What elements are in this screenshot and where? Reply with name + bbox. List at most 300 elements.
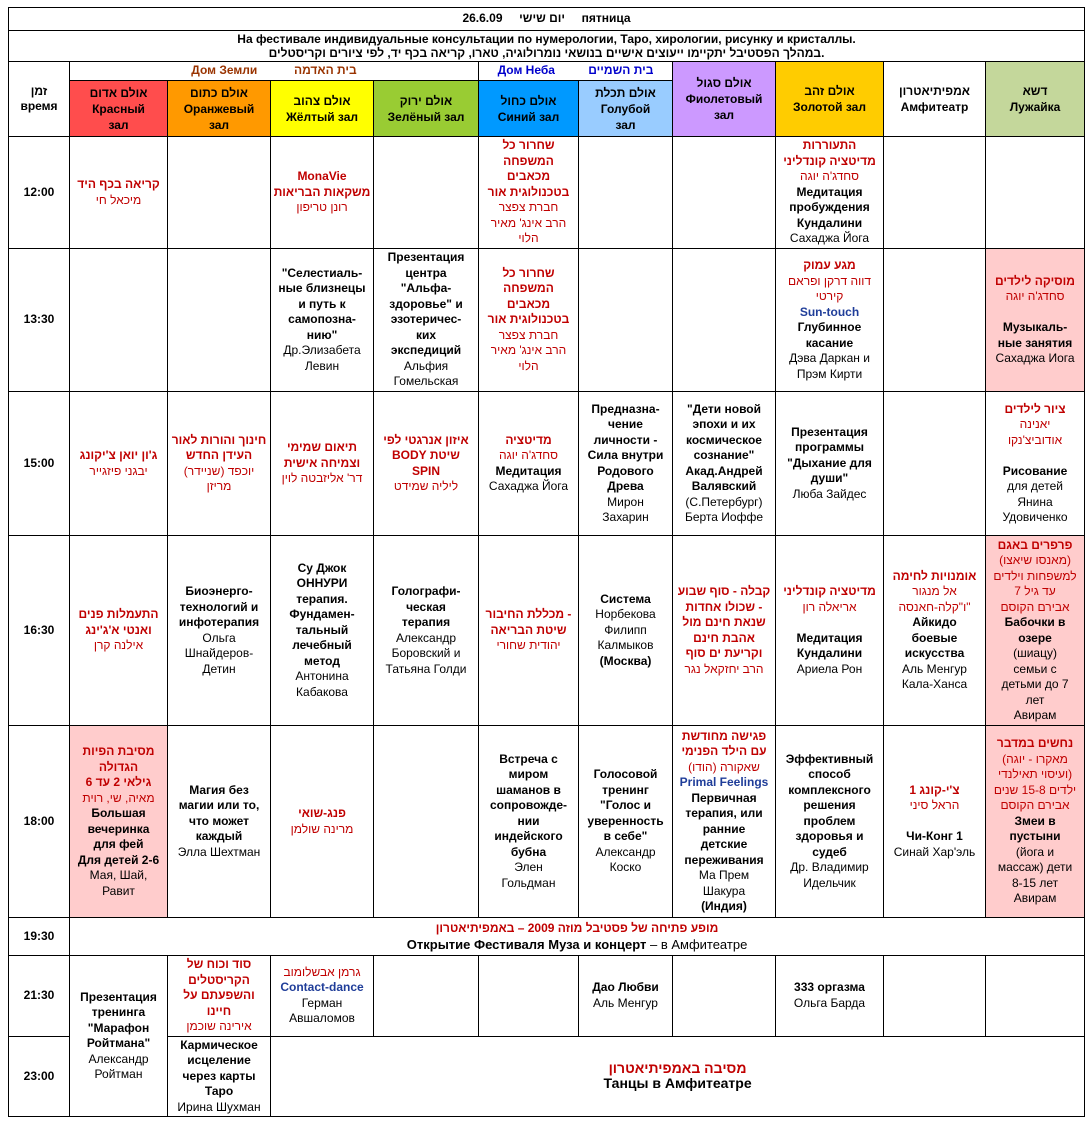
event-cell	[673, 726, 776, 918]
event-line: אירינה שוכמן	[186, 1019, 252, 1033]
empty-cell	[884, 249, 986, 392]
event-line: судеб	[812, 844, 847, 859]
event-line: שכולו אחדות -	[685, 599, 763, 614]
hall-violet-ru2: зал	[713, 108, 735, 122]
event-line: Рисование	[1002, 463, 1068, 478]
event-line: нию"	[306, 327, 338, 342]
event-line: Альфия	[403, 358, 449, 373]
event-line: שיטת הבריאה	[490, 622, 567, 637]
event-line: Мая, Шай,	[89, 868, 148, 882]
slot-row	[9, 137, 1085, 249]
empty-cell	[579, 137, 673, 249]
event-line: (С.Петербург)	[685, 494, 763, 509]
event-line: סחדג'ה יוגה	[800, 169, 859, 184]
event-cell	[479, 726, 579, 918]
event-cell	[70, 536, 168, 726]
event-line: קריאה בכף היד	[77, 177, 160, 191]
event-line: גילאי 2 עד 6	[85, 775, 152, 789]
hall-green	[374, 81, 479, 137]
time-cell: 13:30	[9, 249, 70, 392]
hall-green-ru: Зелёный зал	[387, 109, 465, 124]
hall-meadow-ru: Лужайка	[1009, 100, 1061, 114]
event-line: Филипп	[604, 622, 647, 637]
event-cell	[986, 392, 1085, 536]
event-line: הלוי	[518, 231, 539, 246]
event-cell	[479, 249, 579, 392]
event-line: אילנה קרן	[93, 638, 144, 653]
event-line: Предназна-	[591, 401, 660, 416]
event-line: Ройтман	[94, 1067, 143, 1081]
event-cell	[271, 726, 374, 918]
event-line: для детей	[1007, 479, 1063, 493]
empty-cell	[673, 249, 776, 392]
title-row	[9, 8, 1085, 31]
hall-orange-ru2: зал	[208, 117, 230, 132]
hall-blue	[479, 81, 579, 137]
event-line: Айкидо	[912, 615, 957, 629]
event-line: הראל סיני	[909, 798, 960, 813]
event-line: ילדים 15-8 שנים	[993, 782, 1077, 797]
empty-cell	[986, 137, 1085, 249]
event-line: (йога и	[1015, 844, 1055, 859]
event-line: терапия.	[296, 591, 348, 606]
event-line: Сила внутри	[587, 448, 664, 462]
event-line: комплексного	[788, 782, 871, 797]
event-line: Валявский	[691, 479, 757, 493]
event-line: "Дети новой	[687, 401, 761, 416]
event-cell	[579, 726, 673, 918]
event-line: הרב יחזקאל נגר	[684, 661, 764, 676]
event-cell	[168, 392, 271, 536]
hall-lightblue-ru2: зал	[615, 117, 636, 132]
empty-cell	[168, 249, 271, 392]
time-cell: 19:30	[9, 918, 70, 956]
event-line: Ариела Рон	[796, 661, 863, 676]
empty-cell	[884, 137, 986, 249]
event-line: что может	[189, 813, 249, 828]
event-line: Голографи-	[391, 584, 461, 598]
event-line: Медитация	[495, 463, 562, 478]
event-line: מדיטציה קונדליני	[783, 153, 876, 168]
group-row	[9, 62, 1085, 81]
event-line: Кабакова	[296, 684, 348, 699]
hall-lightblue-he: אולם תכלת	[595, 85, 656, 100]
event-line: лет	[1025, 692, 1045, 707]
group-earth-he: בית האדמה	[293, 63, 357, 78]
event-line: и путь к	[298, 296, 346, 311]
event-line: סוד וכוח של	[186, 957, 252, 971]
hall-gold-ru: Золотой зал	[793, 100, 866, 114]
event-line: פגישה מחודשת	[681, 728, 767, 743]
event-cell	[776, 536, 884, 726]
event-line: ные занятия	[997, 335, 1073, 350]
event-line: бубна	[510, 844, 547, 859]
event-line: Коско	[609, 860, 642, 875]
hall-violet-he: אולם סגול	[696, 76, 752, 90]
opening-ru-rest: – в Амфитеатре	[646, 936, 748, 952]
event-line: התעמלות פנים	[78, 607, 159, 622]
hall-gold	[776, 62, 884, 137]
page-title	[9, 8, 1085, 31]
event-line: קבלה - סוף שבוע	[677, 584, 771, 598]
event-line: דר' אליזבטה לוין	[281, 471, 363, 486]
event-line: Медитация	[796, 184, 863, 199]
event-line: пустыни	[1009, 829, 1061, 844]
event-cell	[986, 249, 1085, 392]
event-line: Primal Feelings	[679, 775, 769, 789]
slot-row-1930	[9, 918, 1085, 956]
event-line: Аль Менгур	[593, 995, 658, 1010]
info-cell	[9, 31, 1085, 62]
party-cell	[271, 1036, 1085, 1117]
event-line: Ма Прем	[698, 868, 750, 882]
info-he: במהלך הפסטיבל יתקיימו ייעוצים אישיים בנושאי נומרולוגיה, טארו, קריאה בכף יד, לפי ציורים וקריסטלים.	[268, 46, 825, 60]
event-line: тренинга	[91, 1005, 146, 1019]
event-line: технологий и	[179, 599, 259, 614]
event-line: BODY שיטת	[392, 448, 460, 462]
event-line: (מאנסו שיאצו)	[999, 553, 1071, 567]
event-line: למשפחות וילדים	[993, 568, 1077, 583]
slot-row	[9, 726, 1085, 918]
event-line: Равит	[102, 883, 135, 898]
event-line: Большая	[91, 806, 146, 820]
event-line: Гомельская	[393, 374, 459, 389]
hall-meadow-he: דשא	[1022, 84, 1048, 98]
hall-yellow-he: אולם צהוב	[293, 93, 351, 108]
event-line: Родового	[597, 463, 654, 478]
event-line: Др.Элизабета	[283, 343, 361, 358]
slot-row-2300	[9, 1036, 1085, 1117]
event-line: Калмыков	[597, 638, 654, 653]
event-line: Сахаджа Йога	[789, 231, 870, 246]
hall-yellow	[271, 81, 374, 137]
event-line: בטכנולוגית אור	[487, 312, 570, 327]
event-cell	[673, 392, 776, 536]
event-cell	[986, 536, 1085, 726]
event-line: דווה דרקן ופראם	[788, 273, 871, 288]
event-line: Ройтмана"	[86, 1036, 151, 1050]
event-line: Шакура	[702, 883, 746, 898]
hall-lightblue	[579, 81, 673, 137]
event-line: המשפחה	[503, 153, 554, 168]
event-line: детские	[700, 837, 748, 851]
party-he: מסיבה באמפיתיאטרון	[608, 1059, 747, 1076]
event-line: тальный	[295, 622, 349, 637]
event-cell	[479, 536, 579, 726]
group-sky-ru: Дом Неба	[497, 63, 555, 78]
event-line: (Индия)	[701, 899, 747, 913]
event-line: Александр	[595, 844, 656, 859]
event-line: Детин	[202, 661, 236, 676]
event-cell	[579, 956, 673, 1037]
hall-red-ru: Красный	[92, 101, 145, 116]
event-line: חברת צפצר	[498, 327, 559, 342]
event-cell	[374, 536, 479, 726]
event-line: решения	[803, 798, 856, 813]
hall-green-he: אולם ירוק	[399, 93, 453, 108]
event-cell	[374, 249, 479, 392]
group-earth-ru: Дом Земли	[191, 63, 258, 78]
time-header-ru: время	[20, 99, 58, 113]
event-line: Дэва Даркан и	[789, 351, 870, 365]
event-line: Ольга Барда	[793, 995, 866, 1010]
event-line: העידן החדש	[185, 448, 253, 462]
event-line: Герман	[301, 995, 343, 1010]
event-cell	[479, 392, 579, 536]
time-cell: 23:00	[9, 1036, 70, 1117]
event-line: личности -	[593, 432, 658, 447]
event-line: в себе"	[603, 829, 648, 844]
hall-yellow-ru: Жёлтый зал	[285, 109, 359, 124]
event-cell	[271, 137, 374, 249]
event-line: души"	[810, 471, 849, 486]
hall-violet	[673, 62, 776, 137]
event-line: פנג-שואי	[298, 806, 346, 820]
event-line: Норбекова	[595, 607, 656, 622]
event-line: Кала-Ханса	[901, 677, 968, 691]
hall-red-ru2: зал	[108, 117, 129, 132]
event-line: סחדג'ה יוגה	[1005, 289, 1065, 303]
event-line: боевые	[911, 630, 958, 645]
event-line: Сахаджа Иога	[995, 351, 1075, 365]
event-line: самопозна-	[288, 312, 356, 327]
event-line: ких	[415, 327, 437, 342]
event-cell	[374, 392, 479, 536]
hall-red	[70, 81, 168, 137]
event-line: יבגני פיזגייר	[89, 463, 148, 478]
info-row	[9, 31, 1085, 62]
empty-cell	[70, 249, 168, 392]
event-line: Антонина	[295, 669, 349, 684]
time-header-he: זמן	[30, 83, 48, 98]
empty-cell	[884, 956, 986, 1037]
event-line: пробуждения	[789, 200, 870, 215]
event-line: איזון אנרגטי לפי	[383, 432, 469, 447]
hall-amphitheatre	[884, 62, 986, 137]
hall-blue-he: אולם כחול	[500, 93, 557, 108]
event-line: "Марафон	[87, 1020, 150, 1035]
event-line: Система	[600, 591, 651, 606]
hall-red-he: אולם אדום	[89, 85, 148, 100]
event-cell	[479, 137, 579, 249]
event-line: פרפרים באגם	[997, 537, 1073, 552]
slot-row-2130	[9, 956, 1085, 1037]
event-line: צ'י-קונג 1	[909, 782, 960, 797]
event-line: הלוי	[518, 358, 539, 373]
group-sky	[479, 62, 673, 81]
event-line: магии или то,	[178, 798, 260, 813]
event-line	[886, 814, 983, 830]
event-line: Кундалини	[796, 215, 863, 230]
event-line: ואנטי א'ג'ינג	[85, 622, 152, 637]
event-line: SPIN	[411, 463, 440, 478]
event-line: 333 оргазма	[794, 980, 865, 995]
event-line: Голосовой	[593, 767, 658, 782]
slot-row	[9, 536, 1085, 726]
event-cell	[776, 392, 884, 536]
event-line: Презентация	[80, 989, 157, 1004]
empty-cell	[579, 249, 673, 392]
event-line: ליליה שמידט	[393, 479, 459, 493]
event-line: уверенность	[587, 813, 664, 828]
event-line: переживания	[684, 852, 764, 867]
event-line: מוסיקה לילדים	[995, 273, 1076, 288]
event-line: 8-15 лет	[1011, 875, 1059, 890]
event-line: Эффективный	[785, 751, 874, 766]
event-line: קירטי	[815, 289, 844, 303]
event-line: миром	[508, 767, 549, 782]
event-line: Мирон	[607, 494, 644, 509]
event-line: Змеи в	[1014, 813, 1056, 828]
hall-orange	[168, 81, 271, 137]
schedule-table	[8, 7, 1085, 1117]
event-line: проблем	[803, 813, 856, 828]
event-line: Су Джок	[297, 560, 347, 575]
event-line: אל מנגור	[912, 584, 957, 598]
event-line: אודוביצ'נקו	[1007, 432, 1063, 447]
event-line: בטכנולוגית אור	[487, 184, 570, 199]
event-line: здоровья и	[795, 829, 864, 844]
event-line: Др. Владимир	[790, 860, 869, 875]
slot-row	[9, 392, 1085, 536]
event-line: индейского	[494, 829, 563, 844]
event-line: הרב אינג' מאיר	[490, 215, 567, 230]
event-line: מיכאל חי	[95, 192, 142, 207]
event-line: נחשים במדבר	[996, 736, 1074, 751]
event-line: Авшаломов	[289, 1011, 355, 1026]
event-cell	[271, 392, 374, 536]
event-line: משקאות הבריאות	[273, 184, 371, 199]
empty-cell	[374, 726, 479, 918]
empty-cell	[986, 956, 1085, 1037]
event-line: Синай Хар'эль	[893, 844, 976, 859]
event-line: терапия	[401, 615, 451, 629]
event-line: ранние	[702, 821, 746, 836]
event-line: ческая	[406, 599, 446, 614]
event-line: מכאבים	[506, 296, 551, 311]
event-line: שאקורה (הודו)	[688, 759, 760, 774]
event-line: Шнайдеров-	[184, 646, 254, 660]
event-line: шаманов в	[496, 782, 561, 797]
event-line: שחרור כל	[502, 265, 555, 280]
event-line: חברת צפצר	[498, 200, 559, 215]
event-cell	[986, 726, 1085, 918]
event-line: (шиацу)	[1013, 646, 1057, 660]
slot-row	[9, 249, 1085, 392]
event-line: Встреча с	[499, 751, 558, 766]
event-line: Биоэнерго-	[185, 584, 253, 598]
event-line: ные близнецы	[278, 281, 366, 296]
event-line: Магия без	[189, 782, 249, 797]
event-line: חיינו	[206, 1003, 232, 1018]
event-line: ועיסוי תאילנדי)	[997, 767, 1073, 782]
event-cell	[579, 536, 673, 726]
event-line: ג'ון יואן צ'יקונג	[79, 448, 158, 462]
event-line	[988, 448, 1082, 464]
event-line: Александр	[395, 630, 457, 645]
event-line: Люба Зайдес	[792, 486, 867, 501]
empty-cell	[168, 137, 271, 249]
event-cell	[884, 726, 986, 918]
event-cell	[776, 249, 884, 392]
event-line: лечебный	[292, 638, 352, 653]
event-line: Первичная	[691, 790, 757, 805]
event-line: Презентация	[387, 250, 465, 265]
title-date: 26.6.09	[462, 11, 503, 26]
event-line: семьи с	[1013, 661, 1057, 676]
event-cell	[168, 726, 271, 918]
event-line: יוכפד (שניידר)	[183, 463, 255, 478]
event-cell	[168, 1036, 271, 1117]
empty-cell	[374, 956, 479, 1037]
event-line: Левин	[304, 358, 340, 373]
event-line: терапия, или	[685, 806, 763, 820]
event-line: והשפעתם על	[183, 988, 255, 1002]
event-line: "Голос и	[600, 798, 651, 813]
opening-ru-bold: Открытие Фестиваля Муза и концерт	[406, 936, 647, 952]
event-line: Бабочки в	[1004, 615, 1066, 629]
time-cell: 12:00	[9, 137, 70, 249]
event-line: "Альфа-	[400, 281, 452, 296]
event-line: מסיבת הפיות	[82, 744, 155, 758]
event-line: Чи-Конг 1	[906, 829, 963, 844]
time-cell: 16:30	[9, 536, 70, 726]
event-line: сопровожде-	[489, 798, 568, 813]
event-cell	[271, 249, 374, 392]
event-line: Музыкаль-	[1002, 320, 1068, 334]
event-line: эзотеричес-	[390, 312, 462, 327]
event-line: Древа	[607, 479, 644, 493]
event-line: сознание"	[693, 448, 755, 462]
event-line: Элла Шехтман	[177, 844, 261, 859]
event-line: תיאום שמימי	[286, 440, 358, 455]
empty-cell	[479, 956, 579, 1037]
party-ru: Танцы в Амфитеатре	[603, 1075, 752, 1092]
hall-gold-he: אולם זהב	[804, 84, 855, 98]
event-line: אומנויות לחימה	[892, 568, 977, 583]
event-line: каждый	[195, 829, 243, 844]
event-line: Contact-dance	[280, 980, 364, 995]
event-cell	[271, 956, 374, 1037]
event-cell	[168, 956, 271, 1037]
event-line: "Селестиаль-	[281, 265, 363, 280]
event-line: וצמיחה אישית	[283, 455, 361, 470]
group-sky-he: בית השמיים	[588, 63, 654, 78]
event-line: מדיטציה	[505, 432, 552, 447]
event-line: Акад.Андрей	[685, 463, 763, 478]
hall-amphitheatre-he: אמפיתיאטרון	[899, 84, 970, 98]
event-line: Татьяна Голди	[385, 661, 467, 676]
event-line: озере	[1018, 630, 1052, 645]
event-line: Янина	[1017, 494, 1053, 509]
event-line	[778, 615, 881, 631]
event-line: искусства	[904, 646, 965, 660]
event-line: Захарин	[602, 510, 649, 524]
event-line: программы	[795, 440, 864, 455]
event-line: Кармическое	[180, 1037, 258, 1052]
event-line: массаж) дети	[997, 860, 1073, 875]
hall-orange-ru: Оранжевый	[183, 101, 255, 116]
event-line: Авирам	[1013, 891, 1057, 906]
event-line: מכאבים	[506, 169, 551, 184]
hall-orange-he: אולם כתום	[190, 85, 248, 100]
event-line: (Москва)	[599, 653, 652, 668]
event-line: אריאלה רון	[802, 599, 857, 614]
event-line: יאנינה	[1019, 417, 1051, 431]
title-he: יום שישי	[519, 11, 565, 26]
event-line: Sun-touch	[799, 304, 860, 319]
event-line: Элен	[514, 860, 543, 875]
